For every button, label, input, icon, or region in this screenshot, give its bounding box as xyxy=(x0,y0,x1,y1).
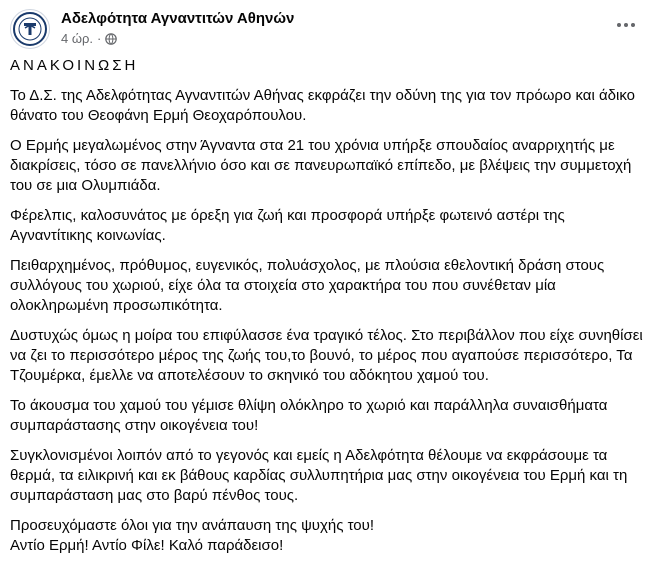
avatar-logo-icon xyxy=(11,10,49,48)
post-paragraph: Συγκλονισμένοι λοιπόν από το γεγονός και εμείς η Αδελφότητα θέλουμε να εκφράσουμε τα θερμά, τα ειλικρινή και εκ βάθους καρδίας συλλυπητήρια μας στην οικογένεια του Ερμή και τη συμπαράσταση μας στο βαρύ πένθος τους. xyxy=(10,447,628,504)
post-meta xyxy=(61,31,117,46)
post-paragraph: Ο Ερμής μεγαλωμένος στην Άγναντα στα 21 του χρόνια υπήρξε σπουδαίος αναρριχητής με διακρίσεις, τόσο σε πανελλήνιο όσο και σε πανευρωπαϊκό επίπεδο, με βλέψεις την συμμετοχή του σε μια Ολυμπιάδα. xyxy=(10,137,632,194)
post-paragraph: Πειθαρχημένος, πρόθυμος, ευγενικός, πολυάσχολος, με πλούσια εθελοντική δράση στους συλλόγους του χωριού, είχε όλα τα στοιχεία στο χαρακτήρα του που συνέθεταν μία ολοκληρωμένη προσωπικότητα. xyxy=(10,257,605,314)
page-avatar[interactable] xyxy=(10,9,50,49)
more-options-icon xyxy=(617,23,635,27)
post-paragraph: Το άκουσμα του χαμού του γέμισε θλίψη ολόκληρο το χωριό και παράλληλα συναισθήματα συμπαράστασης στην οικογένεια του! xyxy=(10,397,608,434)
closing-line: Αντίο Ερμή! Αντίο Φίλε! Καλό παράδεισο! xyxy=(10,537,284,554)
post-paragraph: Το Δ.Σ. της Αδελφότητας Αγναντιτών Αθήνας εκφράζει την οδύνη της για τον πρόωρο και άδικο θάνατο του Θεοφάνη Ερμή Θεοχαρόπουλου. xyxy=(10,87,635,124)
post-title: ΑΝΑΚΟΙΝΩΣΗ xyxy=(10,57,139,74)
closing-line: Προσευχόμαστε όλοι για την ανάπαυση της ψυχής του! xyxy=(10,517,375,534)
post-timestamp[interactable]: 4 ώρ. xyxy=(61,31,93,46)
post-paragraph: Δυστυχώς όμως η μοίρα του επιφύλασσε ένα τραγικό τέλος. Στο περιβάλλον που είχε συνηθίσει να ζει το περισσότερο μέρος της ζωής του,το βουνό, το μέρος που αγαπούσε περισσότερο, Τα Τζουμέρκα, έμελλε να αποτελέσουν το σκηνικό του αδόκητου χαμού του. xyxy=(10,327,643,384)
post-body xyxy=(10,56,650,566)
post-closing xyxy=(10,516,650,556)
post-author-name[interactable]: Αδελφότητα Αγναντιτών Αθηνών xyxy=(61,10,295,27)
post-paragraph: Φέρελπις, καλοσυνάτος με όρεξη για ζωή και προσφορά υπήρξε φωτεινό αστέρι της Αγναντίτικης κοινωνίας. xyxy=(10,207,565,244)
post-header xyxy=(10,8,645,50)
more-options-button[interactable] xyxy=(609,12,643,38)
meta-separator: · xyxy=(97,31,102,46)
globe-icon[interactable] xyxy=(105,33,117,45)
